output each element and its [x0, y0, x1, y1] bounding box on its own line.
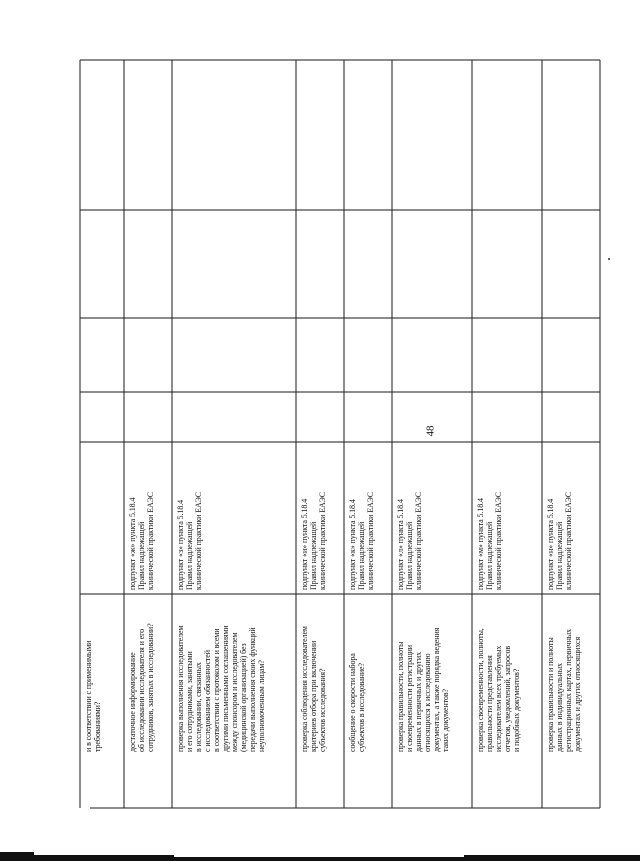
reference-cell-2: подпункт «з» пункта 5.18.4 Правил надлежащей клинической практики ЕАЭС — [176, 492, 203, 590]
question-cell-3: проверка соблюдения исследователем критериев отбора при включении субъектов исследования? — [300, 626, 327, 752]
reference-cell-5: подпункт «л» пункта 5.18.4 Правил надлежащей клинической практики ЕАЭС — [396, 492, 423, 590]
reference-cell-6: подпункт «м» пункта 5.18.4 Правил надлежащей клинической практики ЕАЭС — [476, 492, 503, 590]
scan-edge-mark — [34, 855, 174, 861]
question-cell-2: проверка выполнения исследователем и его сотрудниками, занятыми в исследовании, связанных с исследованием обязанностей в соответствии с протоколом и всеми другими письменными соглашениями между спонсором и исследователем (медицинской организацией) без передачи выполнения своих функций неуполномоченным лицам? — [176, 625, 266, 752]
reference-cell-4: подпункт «к» пункта 5.18.4 Правил надлежащей клинической практики ЕАЭС — [348, 492, 375, 590]
question-cell-7: проверка правильности и полноты данных в индивидуальных регистрационных картах, первичных документах и других относящихся — [546, 629, 582, 752]
question-cell-5: проверка правильности, полноты и своевременности регистрации данных в первичных и других относящихся к исследованию документах, а также порядка ведения таких документов? — [396, 627, 450, 752]
reference-cell-1: подпункт «ж» пункта 5.18.4 Правил надлежащей клинической практики ЕАЭС — [128, 492, 155, 590]
scan-edge-mark — [174, 857, 464, 861]
scan-edge-mark — [464, 855, 640, 861]
question-cell-6: проверка своевременности, полноты, правильности представления исследователем всех требуемых отчетов, уведомлений, запросов и подобных документов? — [476, 628, 521, 752]
question-cell-4: сообщение о скорости набора субъектов в исследование? — [348, 653, 366, 752]
reference-cell-7: подпункт «н» пункта 5.18.4 Правил надлежащей клинической практики ЕАЭС — [546, 492, 573, 590]
question-cell-0: и в соответствии с применимыми требованиями? — [84, 640, 102, 752]
reference-cell-3: подпункт «и» пункта 5.18.4 Правил надлежащей клинической практики ЕАЭС — [300, 492, 327, 590]
scan-speck — [608, 258, 610, 260]
question-cell-1: достаточное информирование об исследовании исследователя и его сотрудников, занятых в исследовании? — [128, 623, 155, 752]
page-number: 48 — [424, 425, 437, 437]
scan-edge-mark — [0, 852, 34, 861]
